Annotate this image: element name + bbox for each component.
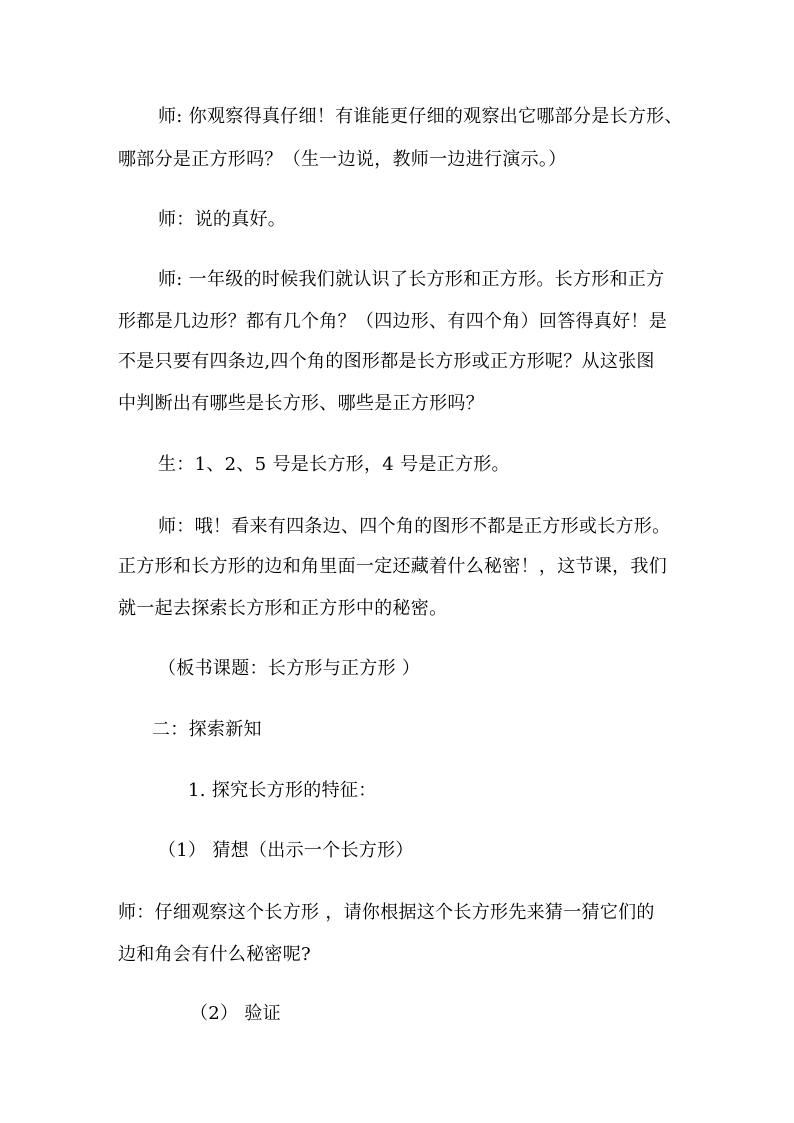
paragraph-line: 师：说的真好。 xyxy=(158,209,287,230)
step-heading: （1） 猜想（出示一个长方形） xyxy=(158,840,414,861)
paragraph-line: 师：仔细观察这个长方形 ，请你根据这个长方形先来猜一猜它们的 xyxy=(118,902,655,923)
paragraph-line: 就一起去探索长方形和正方形中的秘密。 xyxy=(118,598,448,619)
paragraph-line: 正方形和长方形的边和角里面一定还藏着什么秘密！，这节课，我们 xyxy=(118,556,667,577)
paragraph-line: 师: 你观察得真仔细！有谁能更仔细的观察出它哪部分是长方形、 xyxy=(158,106,683,127)
paragraph-line: 生：1、2、5 号是长方形，4 号是正方形。 xyxy=(158,454,510,475)
subsection-heading: 1. 探究长方形的特征： xyxy=(188,780,377,801)
paragraph-line: 边和角会有什么秘密呢? xyxy=(118,944,311,965)
step-heading: （2） 验证 xyxy=(190,1003,281,1024)
paragraph-line: 师：哦！看来有四条边、四个角的图形不都是正方形或长方形。 xyxy=(158,516,671,537)
paragraph-line: 形都是几边形？都有几个角？（四边形、有四个角）回答得真好！是 xyxy=(118,311,667,332)
paragraph-line: 师: 一年级的时候我们就认识了长方形和正方形。长方形和正方 xyxy=(158,269,665,290)
paragraph-line: 不是只要有四条边,四个角的图形都是长方形或正方形呢？从这张图 xyxy=(118,351,655,372)
paragraph-line: （板书课题：长方形与正方形 ） xyxy=(158,658,421,679)
paragraph-line: 哪部分是正方形吗？（生一边说，教师一边进行演示。） xyxy=(118,149,567,170)
paragraph-line: 中判断出有哪些是长方形、哪些是正方形吗？ xyxy=(118,393,484,414)
section-heading: 二：探索新知 xyxy=(152,719,262,740)
